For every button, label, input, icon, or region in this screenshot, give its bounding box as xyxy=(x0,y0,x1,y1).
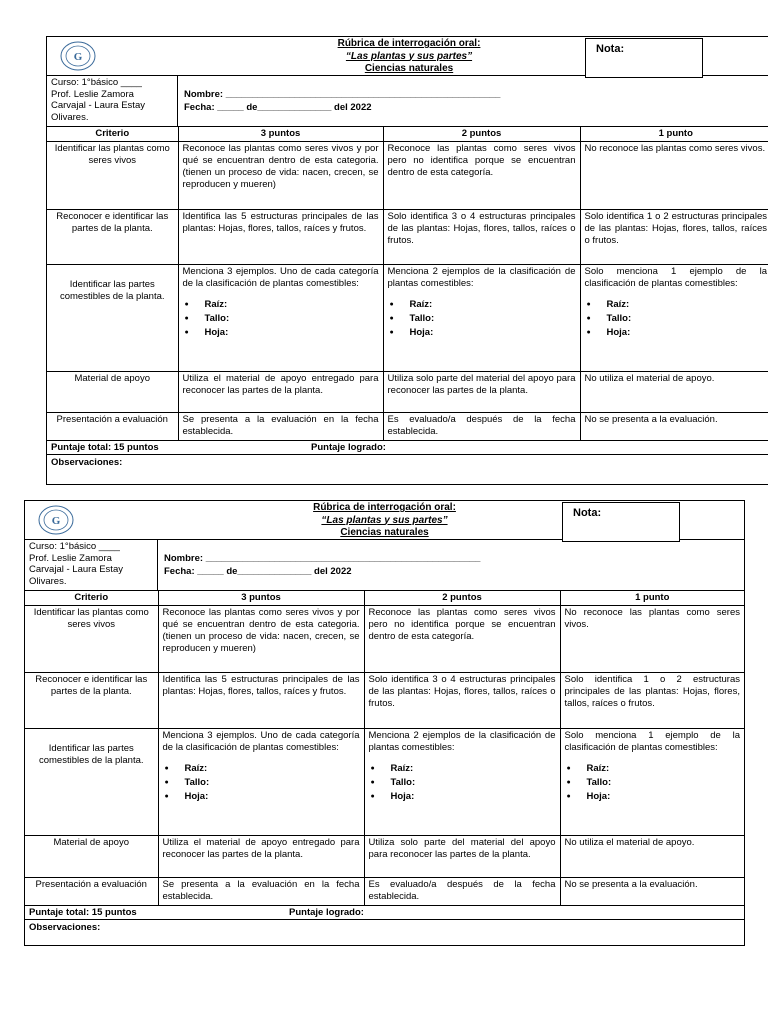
edible-parts-list xyxy=(565,762,741,804)
score-3-cell: Se presenta a la evaluación en la fecha establecida. xyxy=(178,413,383,441)
svg-text:G: G xyxy=(51,515,61,527)
list-item: ● Raíz: xyxy=(387,762,556,776)
rubric-subject: Ciencias naturales xyxy=(364,63,454,74)
list-item: ● Raíz: xyxy=(603,298,768,312)
criterion-cell: Identificar las partes comestibles de la planta. xyxy=(47,265,178,372)
score-2-cell: Es evaluado/a después de la fecha establecida. xyxy=(383,413,580,441)
list-item: ● Hoja: xyxy=(201,326,379,340)
teacher-line: Carvajal - Laura Estay xyxy=(29,564,123,575)
score-3-text: Menciona 3 ejemplos. Uno de cada categoría de la clasificación de plantas comestibles: xyxy=(182,266,379,289)
svg-text:G: G xyxy=(73,51,83,63)
name-field[interactable]: Nombre: ____________________________________________________ xyxy=(164,553,481,564)
rubric-title: Rúbrica de interrogación oral: xyxy=(313,502,456,513)
table-row xyxy=(25,836,744,878)
table-row xyxy=(47,265,768,372)
score-3-cell: Reconoce las plantas como seres vivos y por qué se encuentran dentro de esta categoria. (tienen un proceso de vida: nacen, crecen, se reproducen y mueren) xyxy=(178,142,383,210)
list-item: ● Tallo: xyxy=(406,312,576,326)
date-field[interactable]: Fecha: _____ de______________ del 2022 xyxy=(184,102,372,113)
criterion-cell: Identificar las partes comestibles de la planta. xyxy=(25,729,158,836)
nota-box: Nota: xyxy=(585,38,703,78)
score-2-cell: Reconoce las plantas como seres vivos pero no identifica porque se encuentran dentro de esta categoría. xyxy=(364,606,560,673)
table-row xyxy=(25,606,744,673)
score-1-cell: No utiliza el material de apoyo. xyxy=(580,372,768,413)
achieved-points[interactable]: Puntaje logrado: xyxy=(311,442,386,453)
teacher-line: Olivares. xyxy=(51,111,89,123)
score-2-cell: Utiliza solo parte del material del apoyo para reconocer las partes de la planta. xyxy=(383,372,580,413)
rubric-subject: Ciencias naturales xyxy=(340,527,429,538)
score-2-cell: Solo identifica 3 o 4 estructuras principales de las plantas: Hojas, flores, tallos, raíces o frutos. xyxy=(383,210,580,265)
score-total-row xyxy=(25,906,744,920)
score-1-cell: No utiliza el material de apoyo. xyxy=(560,836,744,878)
score-1-cell: No reconoce las plantas como seres vivos. xyxy=(580,142,768,210)
student-info-row xyxy=(25,540,744,591)
header-2-puntos: 2 puntos xyxy=(383,127,580,142)
list-item: ● Raíz: xyxy=(406,298,576,312)
score-1-cell: No se presenta a la evaluación. xyxy=(580,413,768,441)
nota-box: Nota: xyxy=(562,502,680,542)
table-row xyxy=(47,210,768,265)
score-1-text: Solo menciona 1 ejemplo de la clasificación de plantas comestibles: xyxy=(584,266,767,289)
score-2-cell: Es evaluado/a después de la fecha establecida. xyxy=(364,878,560,906)
rubric-sheet-2 xyxy=(24,500,745,946)
edible-parts-list xyxy=(369,762,556,804)
rubric-subtitle: “Las plantas y sus partes” xyxy=(345,50,473,62)
list-item: ● Tallo: xyxy=(387,776,556,790)
table-row xyxy=(25,673,744,729)
score-3-cell: Reconoce las plantas como seres vivos y por qué se encuentran dentro de esta categoria. (tienen un proceso de vida: nacen, crecen, se reproducen y mueren) xyxy=(158,606,364,673)
table-header-row xyxy=(25,591,744,606)
score-1-cell: Solo identifica 1 o 2 estructuras principales de las plantas: Hojas, flores, tallos, raíces o frutos. xyxy=(580,210,768,265)
header-criterio: Criterio xyxy=(47,127,178,142)
table-row xyxy=(47,142,768,210)
name-field[interactable]: Nombre: ____________________________________________________ xyxy=(184,89,501,100)
teacher-line: Prof. Leslie Zamora xyxy=(29,552,112,564)
edible-parts-list xyxy=(388,298,576,340)
score-1-cell: Solo identifica 1 o 2 estructuras principales de las plantas: Hojas, flores, tallos, raíces o frutos. xyxy=(560,673,744,729)
course-line: Curso: 1°básico ____ xyxy=(29,541,120,552)
course-info xyxy=(25,540,158,590)
header-2-puntos: 2 puntos xyxy=(364,591,560,606)
list-item: ● Raíz: xyxy=(583,762,741,776)
score-2-cell xyxy=(364,729,560,836)
table-row xyxy=(25,729,744,836)
list-item: ● Raíz: xyxy=(181,762,360,776)
score-3-cell xyxy=(158,729,364,836)
list-item: ● Hoja: xyxy=(181,790,360,804)
score-3-cell: Se presenta a la evaluación en la fecha establecida. xyxy=(158,878,364,906)
criterion-cell: Material de apoyo xyxy=(25,836,158,878)
edible-parts-list xyxy=(163,762,360,804)
rubric-header xyxy=(47,37,768,76)
criterion-cell: Reconocer e identificar las partes de la planta. xyxy=(47,210,178,265)
score-1-cell xyxy=(580,265,768,372)
list-item: ● Raíz: xyxy=(201,298,379,312)
header-1-punto: 1 punto xyxy=(560,591,744,606)
name-date-fields xyxy=(158,540,744,590)
table-row xyxy=(47,372,768,413)
date-field[interactable]: Fecha: _____ de______________ del 2022 xyxy=(164,566,352,577)
header-criterio: Criterio xyxy=(25,591,158,606)
score-2-cell: Solo identifica 3 o 4 estructuras principales de las plantas: Hojas, flores, tallos, raíces o frutos. xyxy=(364,673,560,729)
table-row xyxy=(25,878,744,906)
score-1-cell xyxy=(560,729,744,836)
name-date-fields xyxy=(178,76,768,126)
score-2-text: Menciona 2 ejemplos de la clasificación de plantas comestibles: xyxy=(387,266,576,289)
rubric-header xyxy=(25,501,744,540)
score-3-cell: Identifica las 5 estructuras principales de las plantas: Hojas, flores, tallos, raíces y frutos. xyxy=(178,210,383,265)
score-2-cell xyxy=(383,265,580,372)
rubric-title: Rúbrica de interrogación oral: xyxy=(337,38,481,49)
score-3-text: Menciona 3 ejemplos. Uno de cada categoría de la clasificación de plantas comestibles: xyxy=(162,730,360,753)
list-item: ● Tallo: xyxy=(583,776,741,790)
list-item: ● Tallo: xyxy=(603,312,768,326)
rubric-table xyxy=(47,127,768,441)
header-3-puntos: 3 puntos xyxy=(178,127,383,142)
score-1-cell: No reconoce las plantas como seres vivos. xyxy=(560,606,744,673)
list-item: ● Tallo: xyxy=(201,312,379,326)
student-info-row xyxy=(47,76,768,127)
rubric-subtitle: “Las plantas y sus partes” xyxy=(321,514,448,526)
teacher-line: Prof. Leslie Zamora xyxy=(51,88,134,100)
criterion-cell: Presentación a evaluación xyxy=(47,413,178,441)
table-header-row xyxy=(47,127,768,142)
total-points: Puntaje total: 15 puntos xyxy=(29,907,137,918)
list-item: ● Hoja: xyxy=(583,790,741,804)
header-1-punto: 1 punto xyxy=(580,127,768,142)
edible-parts-list xyxy=(183,298,379,340)
observations-field[interactable]: Observaciones: xyxy=(51,457,123,468)
score-1-cell: No se presenta a la evaluación. xyxy=(560,878,744,906)
criterion-cell: Identificar las plantas como seres vivos xyxy=(25,606,158,673)
score-2-cell: Utiliza solo parte del material del apoyo para reconocer las partes de la planta. xyxy=(364,836,560,878)
table-row xyxy=(47,413,768,441)
observations-field[interactable]: Observaciones: xyxy=(29,922,101,933)
teacher-line: Olivares. xyxy=(29,575,67,587)
criterion-cell: Material de apoyo xyxy=(47,372,178,413)
course-line: Curso: 1°básico ____ xyxy=(51,77,142,88)
list-item: ● Hoja: xyxy=(387,790,556,804)
score-1-text: Solo menciona 1 ejemplo de la clasificación de plantas comestibles: xyxy=(564,730,740,753)
edible-parts-list xyxy=(585,298,768,340)
score-3-cell: Utiliza el material de apoyo entregado para reconocer las partes de la planta. xyxy=(178,372,383,413)
rubric-table xyxy=(25,591,744,906)
teacher-line: Carvajal - Laura Estay xyxy=(51,100,145,111)
achieved-points[interactable]: Puntaje logrado: xyxy=(289,907,364,918)
list-item: ● Tallo: xyxy=(181,776,360,790)
score-3-cell: Identifica las 5 estructuras principales de las plantas: Hojas, flores, tallos, raíces y frutos. xyxy=(158,673,364,729)
total-points: Puntaje total: 15 puntos xyxy=(51,442,159,453)
criterion-cell: Presentación a evaluación xyxy=(25,878,158,906)
score-3-cell: Utiliza el material de apoyo entregado para reconocer las partes de la planta. xyxy=(158,836,364,878)
score-total-row xyxy=(47,441,768,455)
list-item: ● Hoja: xyxy=(406,326,576,340)
criterion-cell: Identificar las plantas como seres vivos xyxy=(47,142,178,210)
rubric-sheet-1 xyxy=(46,36,768,485)
score-3-cell xyxy=(178,265,383,372)
course-info xyxy=(47,76,178,126)
criterion-cell: Reconocer e identificar las partes de la planta. xyxy=(25,673,158,729)
header-3-puntos: 3 puntos xyxy=(158,591,364,606)
list-item: ● Hoja: xyxy=(603,326,768,340)
score-2-text: Menciona 2 ejemplos de la clasificación de plantas comestibles: xyxy=(368,730,556,753)
score-2-cell: Reconoce las plantas como seres vivos pero no identifica porque se encuentran dentro de esta categoría. xyxy=(383,142,580,210)
